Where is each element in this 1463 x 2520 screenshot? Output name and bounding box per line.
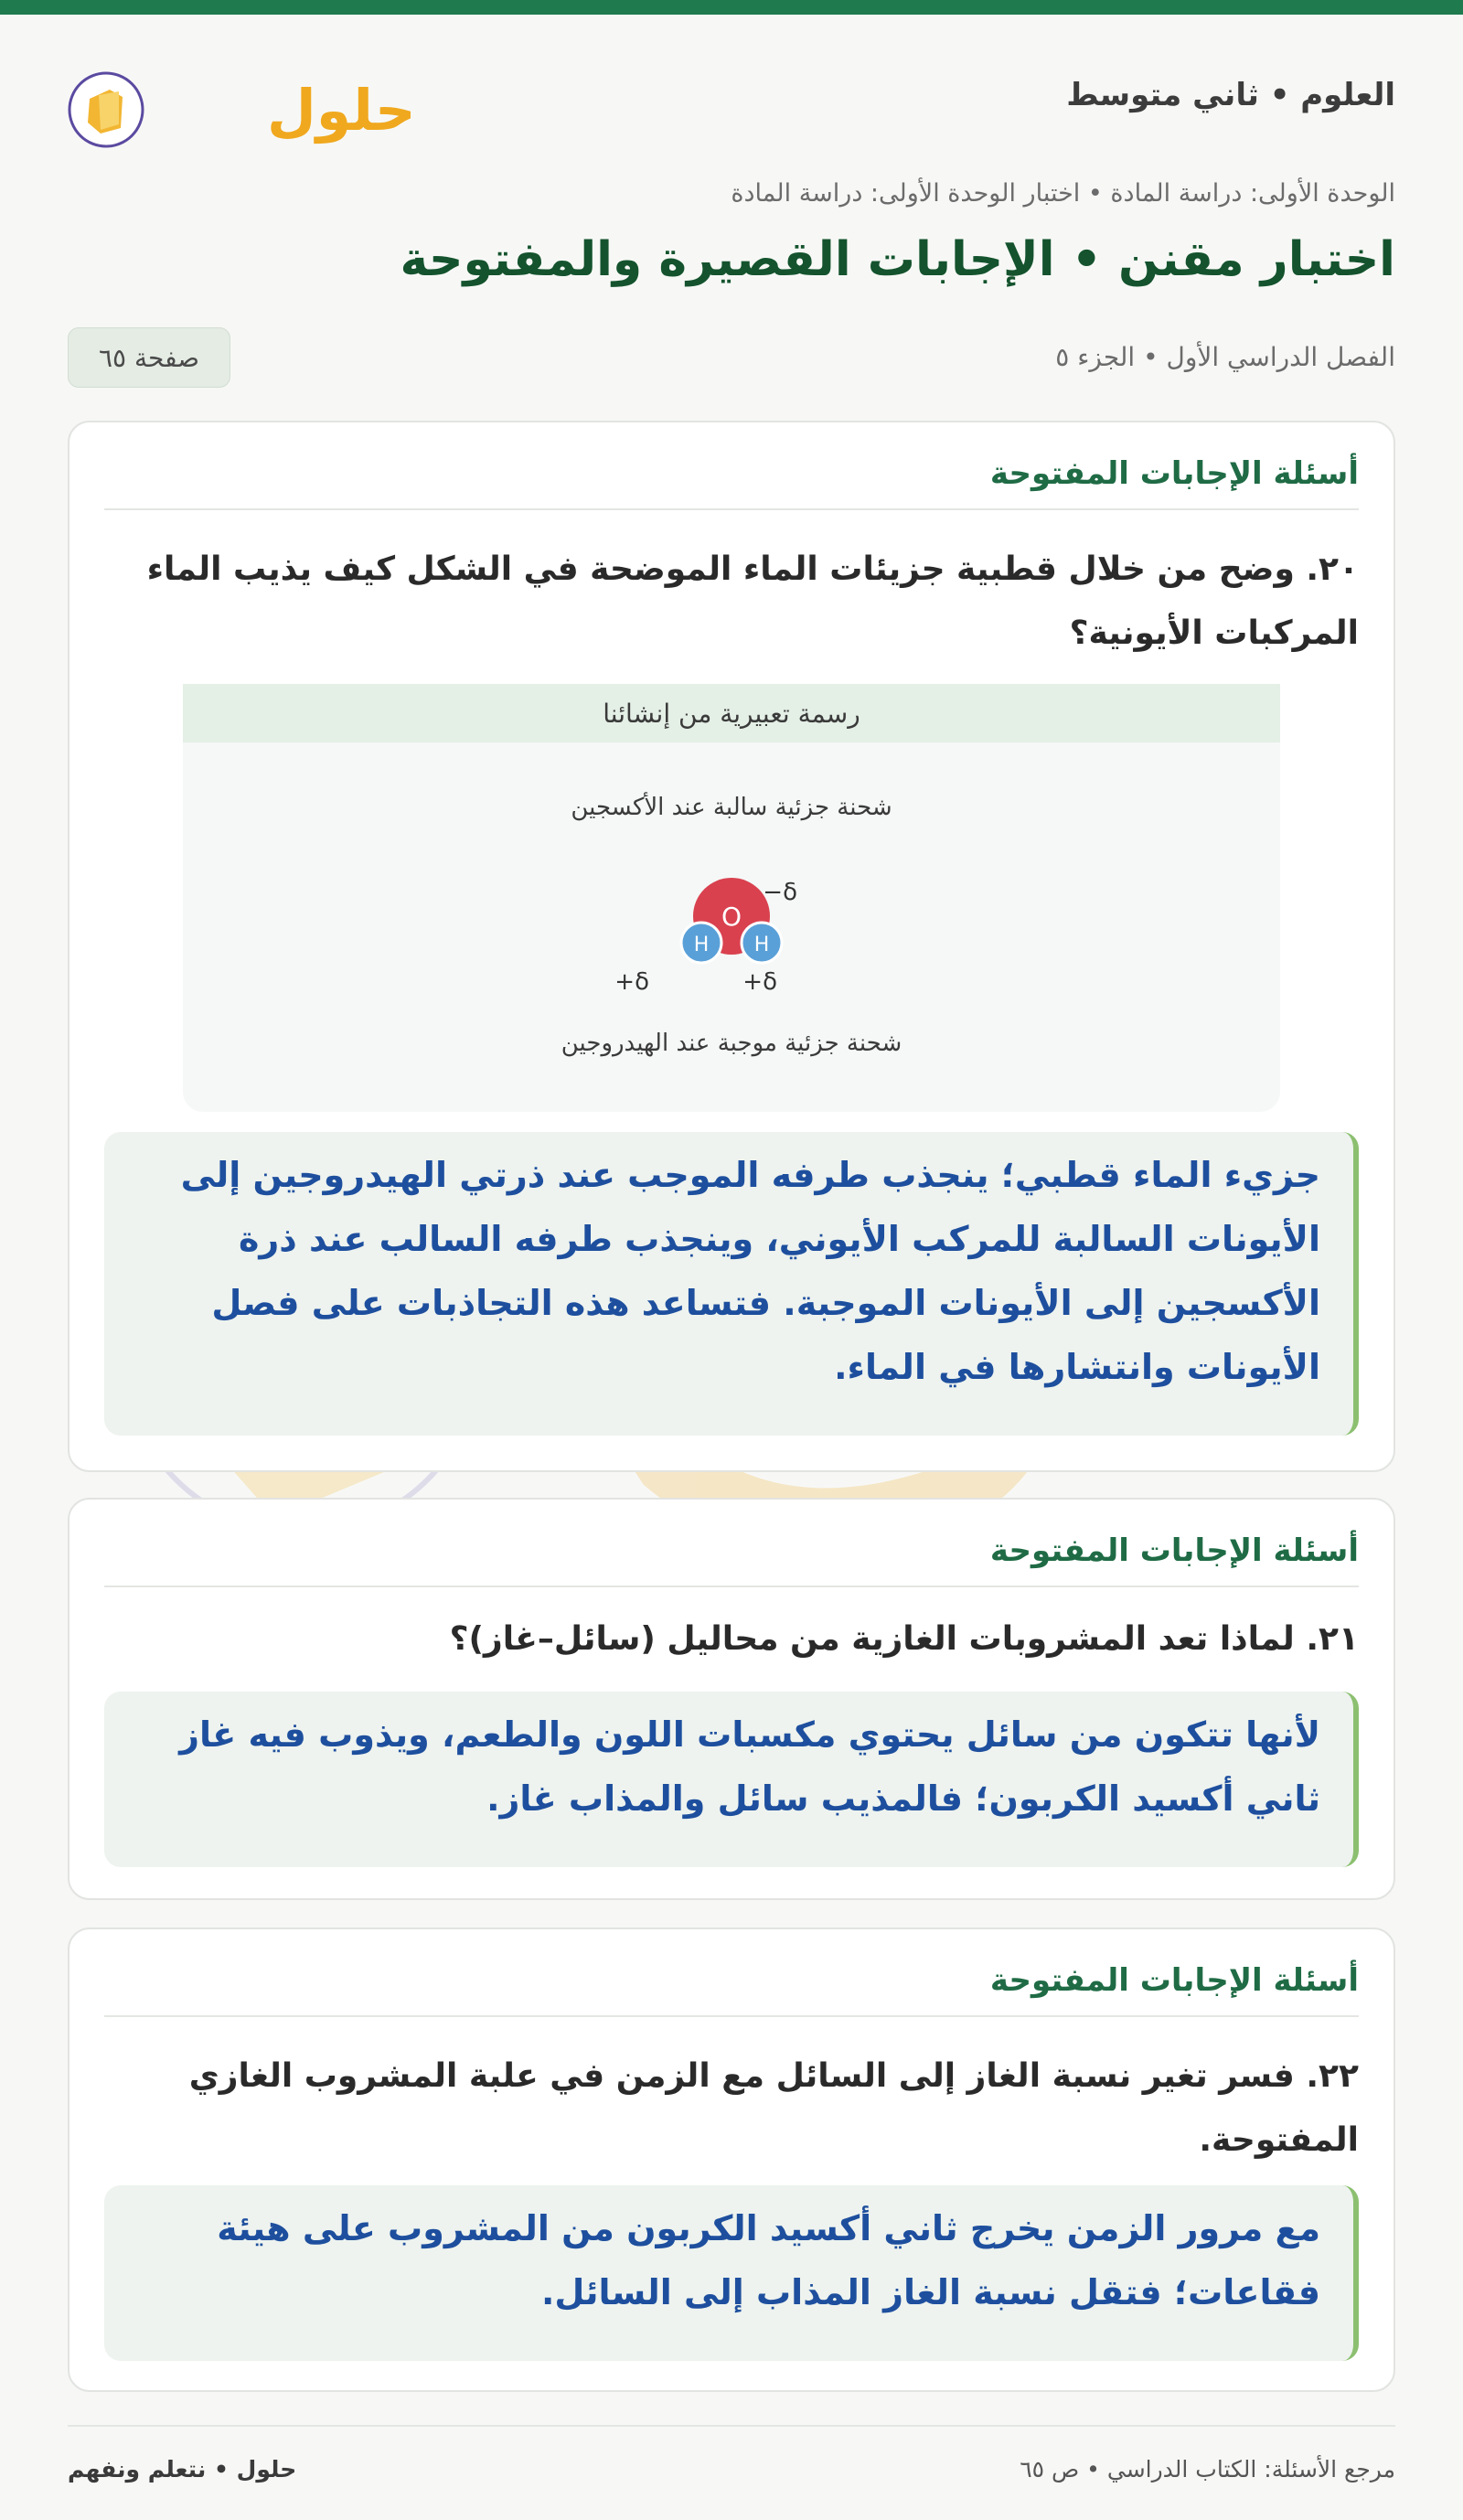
question-21: ٢١. لماذا تعد المشروبات الغازية من محاليل (سائل–غاز)؟ <box>449 1620 1359 1658</box>
footer-reference: مرجع الأسئلة: الكتاب الدراسي • ص ٦٥ <box>1020 2456 1395 2483</box>
footer-divider <box>68 2425 1395 2427</box>
page-number-badge: صفحة ٦٥ <box>68 327 230 388</box>
partial-positive-label-left: δ+ <box>614 968 649 996</box>
question-22: ٢٢. فسر تغير نسبة الغاز إلى السائل مع الزمن في علبة المشروب الغازي المفتوحة. <box>188 2057 1359 2159</box>
partial-positive-label-right: δ+ <box>742 968 777 996</box>
page-title: اختبار مقنن • الإجابات القصيرة والمفتوحة <box>400 232 1395 287</box>
figure-caption: رسمة تعبيرية من إنشائنا <box>183 684 1280 742</box>
water-molecule-figure <box>183 684 1280 1112</box>
term-meta: الفصل الدراسي الأول • الجزء ٥ <box>1055 342 1395 372</box>
question-20: ٢٠. وضح من خلال قطبية جزيئات الماء الموضحة في الشكل كيف يذيب الماء المركبات الأيونية؟ <box>146 550 1359 652</box>
hulul-logo[interactable] <box>68 64 416 146</box>
figure-top-label: شحنة جزئية سالبة عند الأكسجين <box>571 794 892 821</box>
partial-negative-label: δ− <box>763 879 797 906</box>
card-section-title: أسئلة الإجابات المفتوحة <box>104 1532 1359 1587</box>
answer-21: لأنها تتكون من سائل يحتوي مكسبات اللون والطعم، ويذوب فيه غاز ثاني أكسيد الكربون؛ فالمذيب سائل والمذاب غاز. <box>104 1692 1359 1867</box>
breadcrumb: الوحدة الأولى: دراسة المادة • اختبار الوحدة الأولى: دراسة المادة <box>731 179 1395 208</box>
hydrogen-symbol-left: H <box>693 934 710 956</box>
figure-bottom-label: شحنة جزئية موجبة عند الهيدروجين <box>561 1030 902 1057</box>
hydrogen-symbol-right: H <box>753 934 770 956</box>
question-card-22 <box>68 1927 1395 2392</box>
subject-title: العلوم • ثاني متوسط <box>1066 77 1395 113</box>
footer-brand: حلول • نتعلم ونفهم <box>68 2456 297 2483</box>
question-card-21 <box>68 1498 1395 1900</box>
page-header <box>68 55 1395 146</box>
oxygen-symbol: O <box>721 902 742 932</box>
question-card-20 <box>68 421 1395 1472</box>
answer-22: مع مرور الزمن يخرج ثاني أكسيد الكربون من المشروب على هيئة فقاعات؛ فتقل نسبة الغاز المذاب إلى السائل. <box>104 2185 1359 2361</box>
card-section-title: أسئلة الإجابات المفتوحة <box>104 455 1359 510</box>
top-accent-bar <box>0 0 1463 15</box>
card-section-title: أسئلة الإجابات المفتوحة <box>104 1962 1359 2017</box>
answer-20: جزيء الماء قطبي؛ ينجذب طرفه الموجب عند ذرتي الهيدروجين إلى الأيونات السالبة للمركب الأيوني، وينجذب طرفه السالب عند ذرة الأكسجين إلى الأيونات الموجبة. فتساعد هذه التجاذبات على فصل الأيونات وانتشارها في الماء. <box>104 1132 1359 1436</box>
logo-text: حلول <box>267 77 416 144</box>
